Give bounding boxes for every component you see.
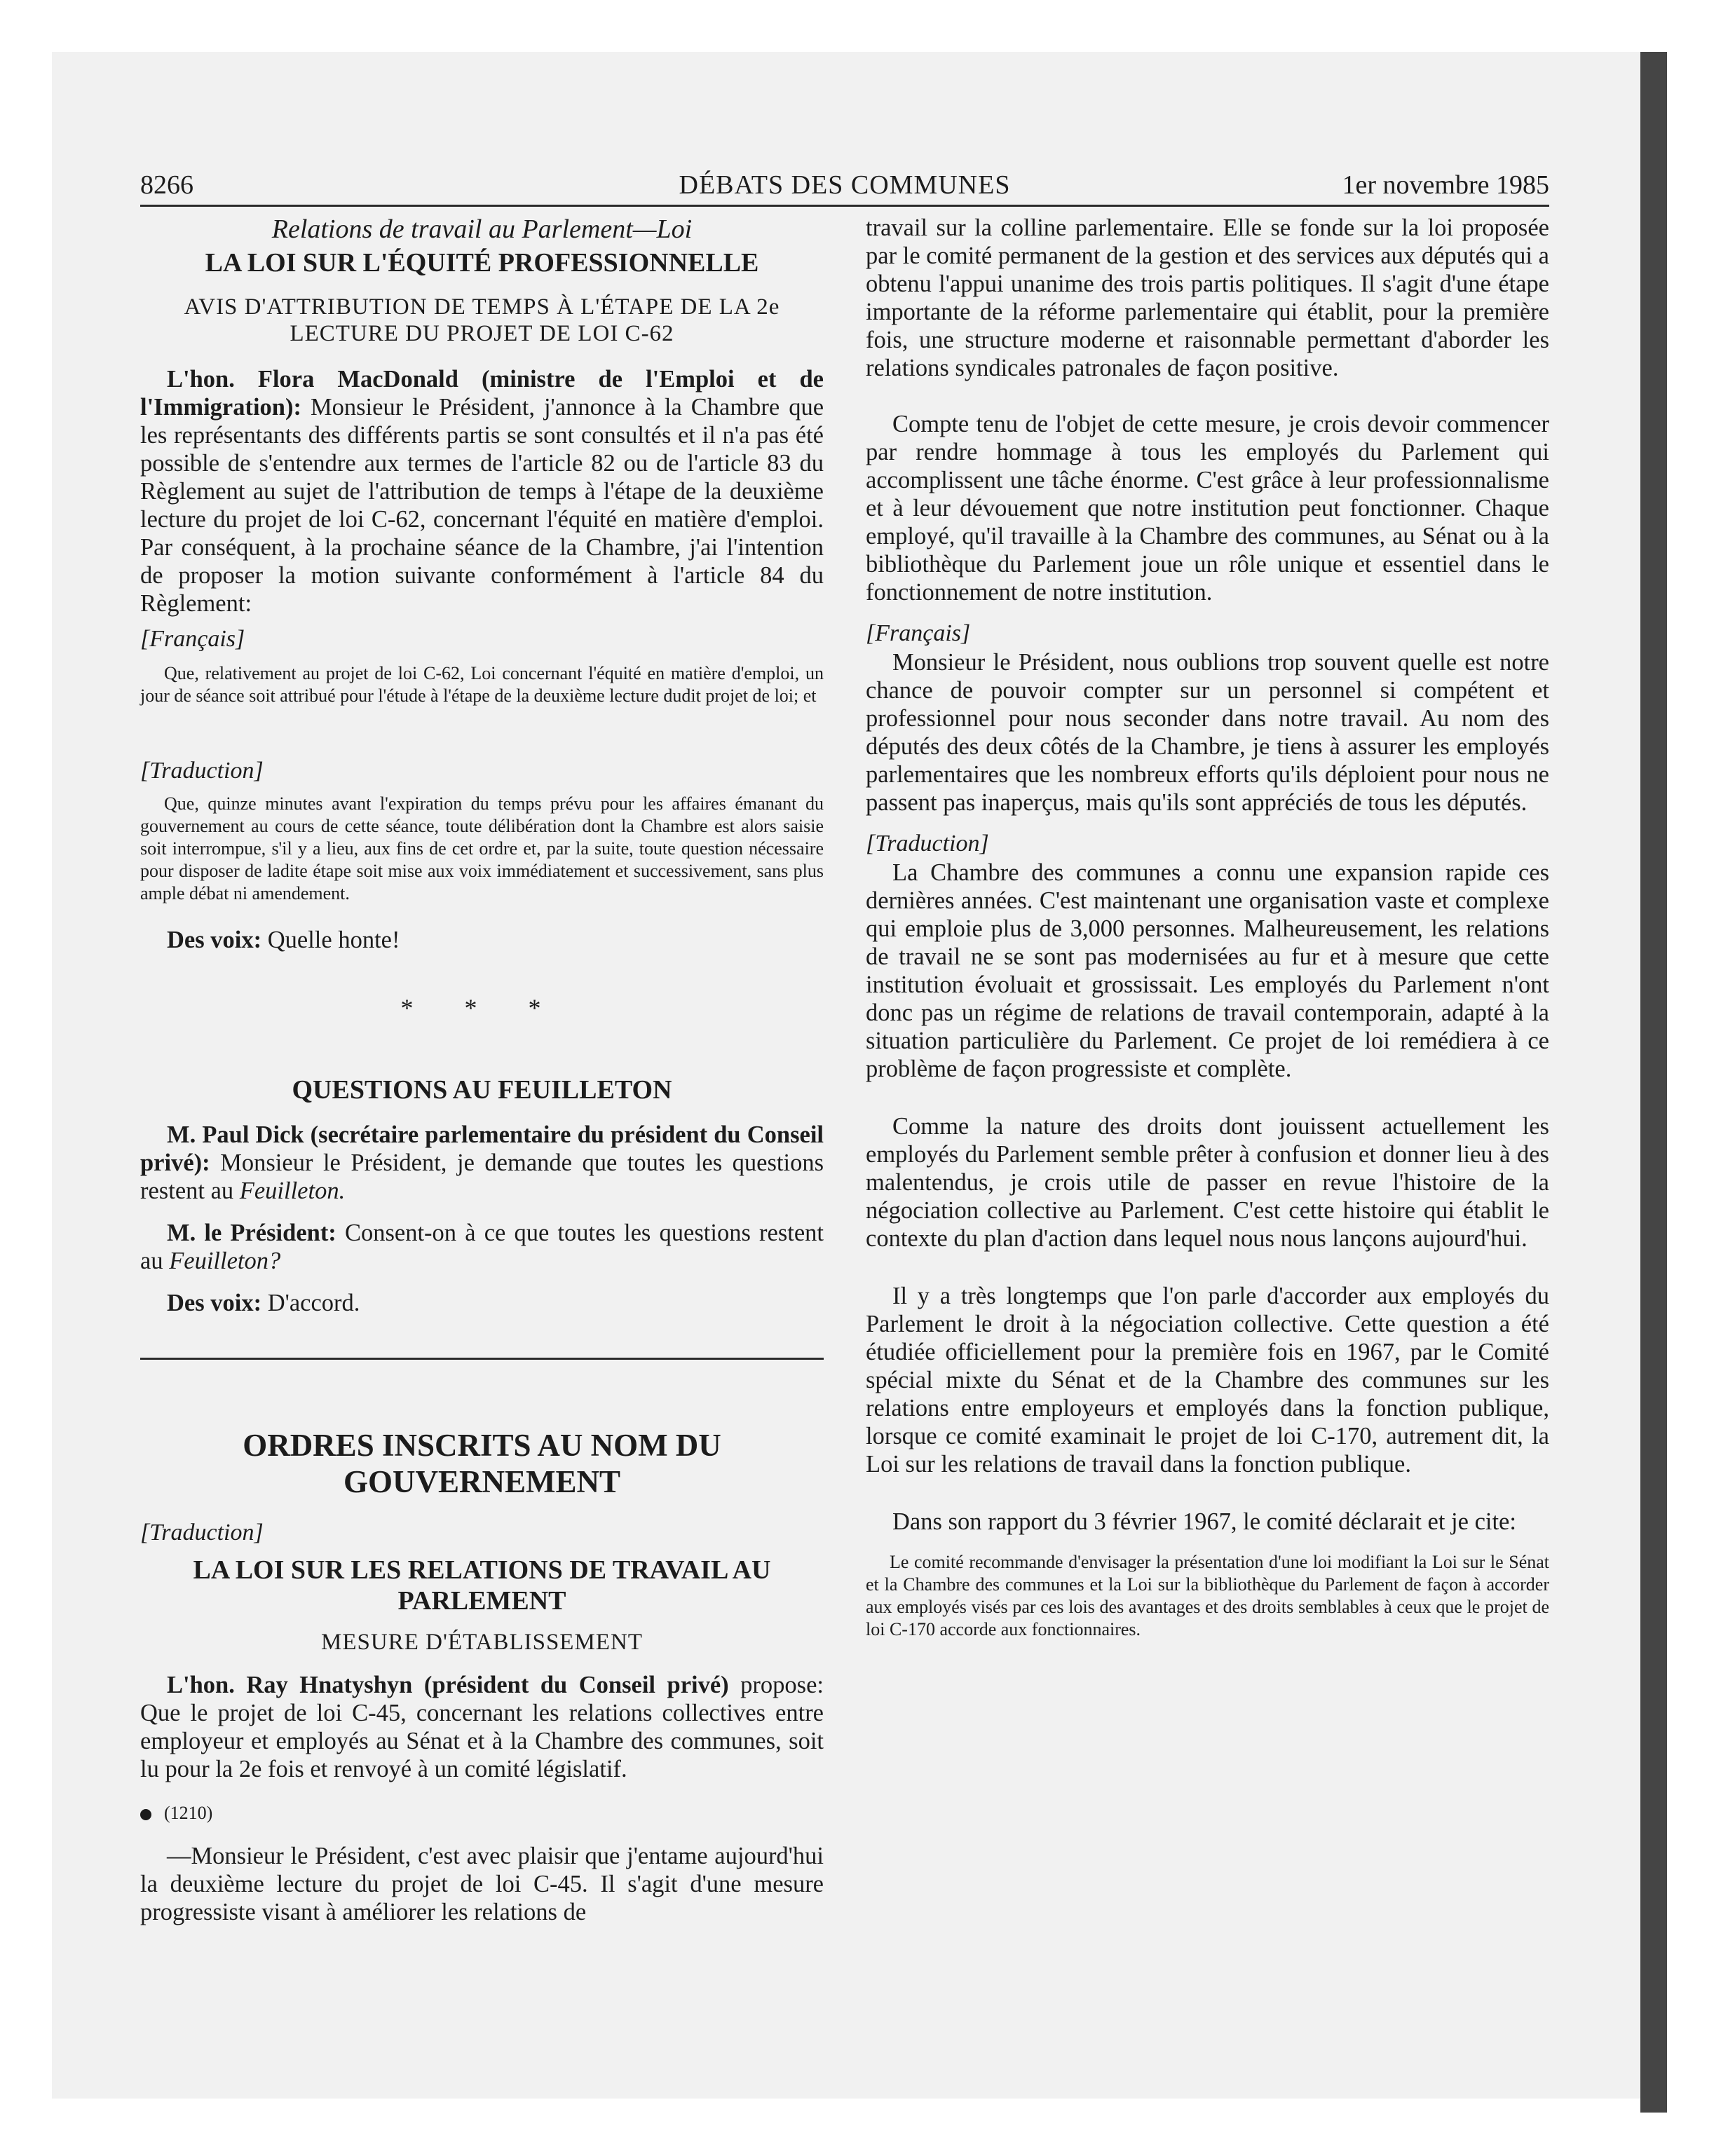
language-marker-traduction-right: [Traduction] <box>866 831 989 857</box>
paragraph-voices-2 <box>140 1289 824 1317</box>
paragraph-r7: Dans son rapport du 3 février 1967, le comité déclarait et je cite: <box>892 1508 1516 1535</box>
paragraph-r6: Il y a très longtemps que l'on parle d'accorder aux employés du Parlement le droit à la négociation collective. Cette question a été étudiée officiellement pour la première fois en 1967, par le Comité spécial mixte du Sénat et de la Chambre des communes sur les relations entre employeurs et employés dans la fonction publique, lorsque ce comité examinait le projet de loi C-170, autrement dit, la Loi sur les relations de travail dans la fonction publique. <box>866 1283 1549 1478</box>
motion-text-1: Que, relativement au projet de loi C-62, Loi concernant l'équité en matière d'emploi, un jour de séance soit attribué pour l'étude à l'étape de la deuxième lecture dudit projet de loi; et <box>140 663 824 706</box>
paragraph-r4: La Chambre des communes a connu une expansion rapide ces dernières années. C'est maintenant une organisation vaste et complexe qui emploie plus de 3,000 personnes. Malheureusement, les relations de travail ne se sont pas modernisées au fur et à mesure que cette institution évoluait et grossissait. Les employés du Parlement n'ont donc pas un régime de relations de travail contemporain, adapté à la situation particulière du Parlement. Ce projet de loi remédiera à ce problème de façon progressiste et complète. <box>866 859 1549 1082</box>
dick-text-italic: Feuilleton. <box>239 1178 346 1204</box>
paragraph-r2: Compte tenu de l'objet de cette mesure, je crois devoir commencer par rendre hommage à tous les employés du Parlement qui accomplissent une tâche énorme. C'est grâce à leur professionnalisme et à leur dévouement que notre institution peut fonctionner. Chaque employé, qu'il travaille à la Chambre des communes, au Sénat ou à la bibliothèque du Parlement joue un rôle unique et essentiel dans le fonctionnement de notre institution. <box>866 411 1549 606</box>
paragraph-president <box>140 1219 824 1275</box>
language-marker-francais-right: [Français] <box>866 620 971 646</box>
voices-text: Quelle honte! <box>267 927 400 953</box>
speaker-dick: M. Paul Dick (secrétaire parlementaire du président du Conseil privé): <box>140 1121 824 1176</box>
speaker-hnatyshyn: L'hon. Ray Hnatyshyn (président du Conseil privé) <box>167 1672 729 1698</box>
president-text: Consent-on à ce que toutes les questions restent au <box>140 1220 824 1274</box>
section-caption-mesure: MESURE D'ÉTABLISSEMENT <box>321 1630 643 1655</box>
language-marker-traduction-2: [Traduction] <box>140 1520 264 1546</box>
paragraph-hnatyshyn <box>140 1671 824 1783</box>
speaker-voices-2: Des voix: <box>167 1290 262 1316</box>
paragraph-voices-1 <box>140 926 824 954</box>
macdonald-text: Monsieur le Président, j'annonce à la Chambre que les représentants des différents partis se sont consultés et il n'a pas été possible de s'entendre aux termes de l'article 82 ou de l'article 83 du Règlement au sujet de l'attribution de temps à l'étape de la deuxième lecture du projet de loi C-62, concernant l'équité en matière d'emploi. Par conséquent, à la prochaine séance de la Chambre, j'ai l'intention de proposer la motion suivante conformément à l'article 84 du Règlement: <box>140 394 824 617</box>
paragraph-r3: Monsieur le Président, nous oublions trop souvent quelle est notre chance de pouvoir compter sur un personnel si compétent et professionnel pour nous seconder dans notre travail. Au nom des députés des deux côtés de la Chambre, je tiens à assurer les employés parlementaires que les nombreux efforts qu'ils déploient pour nous ne passent pas inaperçus, mais qu'ils sont appréciés de tous les députés. <box>866 649 1549 816</box>
paragraph-hnatyshyn-speech: —Monsieur le Président, c'est avec plaisir que j'entame aujourd'hui la deuxième lecture du projet de loi C-45. Il s'agit d'une mesure progressiste visant à améliorer les relations de <box>140 1843 824 1925</box>
section-title-questions: QUESTIONS AU FEUILLETON <box>292 1075 672 1105</box>
paragraph-macdonald <box>140 365 824 618</box>
header-title: DÉBATS DES COMMUNES <box>679 170 1011 200</box>
section-title-equite: LA LOI SUR L'ÉQUITÉ PROFESSIONNELLE <box>205 248 759 278</box>
right-column <box>866 214 1549 1641</box>
speaker-president: M. le Président: <box>167 1220 336 1246</box>
page-number: 8266 <box>140 170 193 200</box>
language-marker-francais: [Français] <box>140 626 245 652</box>
quoted-recommendation: Le comité recommande d'envisager la présentation d'une loi modifiant la Loi sur le Sénat et la Chambre des communes et la Loi sur la bibliothèque du Parlement de façon à accorder aux employés visés par ces lois des avantages et des droits semblables à ceux que le projet de loi C-170 accorde aux fonctionnaires. <box>866 1552 1549 1639</box>
section-title-relations: LA LOI SUR LES RELATIONS DE TRAVAIL AU PARLEMENT <box>193 1555 771 1616</box>
president-text-italic: Feuilleton? <box>169 1248 281 1274</box>
section-subject: Relations de travail au Parlement—Loi <box>271 214 693 244</box>
paragraph-dick <box>140 1121 824 1205</box>
speaker-voices: Des voix: <box>167 927 262 953</box>
time-marker-text: (1210) <box>164 1803 213 1823</box>
section-title-ordres: ORDRES INSCRITS AU NOM DU GOUVERNEMENT <box>243 1428 721 1499</box>
page-header <box>140 168 1549 207</box>
section-caption-avis: AVIS D'ATTRIBUTION DE TEMPS À L'ÉTAPE DE LA 2e LECTURE DU PROJET DE LOI C-62 <box>184 294 780 346</box>
section-separator-stars: * * * <box>400 994 564 1022</box>
left-column <box>140 214 824 1926</box>
speaker-macdonald: L'hon. Flora MacDonald (ministre de l'Emploi et de l'Immigration): <box>140 366 824 421</box>
motion-text-2: Que, quinze minutes avant l'expiration du temps prévu pour les affaires émanant du gouvernement au cours de cette séance, toute délibération dont la Chambre est alors saisie soit interrompue, s'il y a lieu, aux fins de cet ordre et, par la suite, toute question nécessaire pour disposer de ladite étape soit mise aux voix immédiatement et successivement, sans plus ample débat ni amendement. <box>140 793 824 903</box>
paragraph-r5: Comme la nature des droits dont jouissent actuellement les employés du Parlement semble prêter à confusion et donner lieu à des malentendus, je crois utile de passer en revue l'histoire de la négociation collective au Parlement. C'est cette histoire qui établit le contexte du plan d'action dans lequel nous nous lançons aujourd'hui. <box>866 1113 1549 1252</box>
section-divider <box>140 1358 824 1360</box>
scan-edge-bar <box>1640 52 1667 2113</box>
dick-text: Monsieur le Président, je demande que toutes les questions restent au <box>140 1149 824 1204</box>
paragraph-r1: travail sur la colline parlementaire. Elle se fonde sur la loi proposée par le comité permanent de la gestion et des services aux députés qui a obtenu l'appui unanime des trois partis politiques. Il s'agit d'une étape importante de la réforme parlementaire qui établit, pour la première fois, une structure moderne et raisonnable permettant d'aborder les relations syndicales patronales de façon positive. <box>866 214 1549 381</box>
bullet-dot-icon <box>140 1809 151 1820</box>
language-marker-traduction: [Traduction] <box>140 758 264 784</box>
header-date: 1er novembre 1985 <box>1342 170 1549 200</box>
voices-2-text: D'accord. <box>267 1290 360 1316</box>
hnatyshyn-text: propose: Que le projet de loi C-45, concernant les relations collectives entre employeur et employés au Sénat et à la Chambre des communes, soit lu pour la 2e fois et renvoyé à un comité législatif. <box>140 1672 824 1782</box>
time-marker <box>140 1801 824 1825</box>
